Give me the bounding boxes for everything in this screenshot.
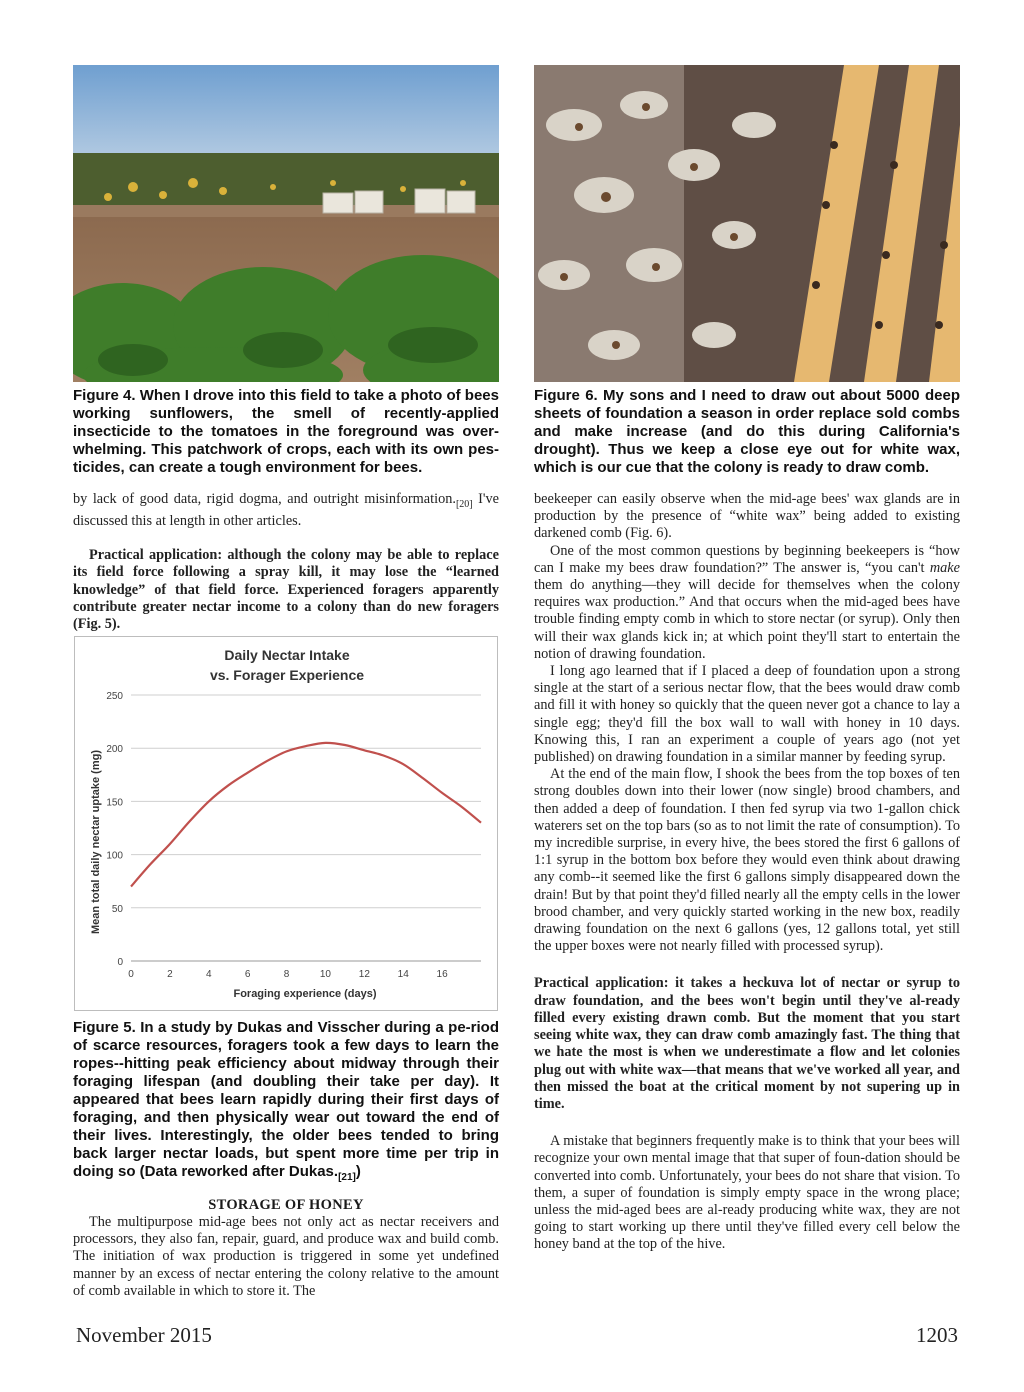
figure-4-caption: Figure 4. When I drove into this field to take a photo of bees working sunflowers, the smell of recently-applied insecticide to the tomatoes in the foreground was over-whelming. This patchwork of crops, each with its own pes-ticides, can create a tough environment for bees. — [73, 387, 499, 476]
figure-6-caption: Figure 6. My sons and I need to draw out about 5000 deep sheets of foundation a season in order replace sold combs and make increase (and do this during California's drought). Thus we keep a close eye out for white wax, which is our cue that the colony is ready to draw comb. — [534, 387, 960, 476]
right-paragraph-2-emphasis: make — [929, 559, 960, 576]
x-tick-label: 0 — [128, 969, 134, 980]
right-paragraph-5: A mistake that beginners frequently make is to think that your bees will recognize your own mental image that that super of foun-dation should be converted into comb. Unfortunately, your bees do not share that vision. To them, a super of foundation is simply empty space in the wrong place; unless the mid-aged bees are al-ready producing white wax, they are not going to start working up there until they've filled every cell below the honey band at the top of the hive. — [534, 1133, 960, 1253]
practical-application-2: Practical application: it takes a heckuva lot of nectar or syrup to draw foundation, and the bees won't begin until they've al-ready filled every existing drawn comb. But the moment that you start seeing white wax, they can draw comb amazingly fast. The thing that we hate the most is when we underestimate a flow and let colonies plug out with white wax—that means that we've worked all year, and then missed the boat at the critical moment by not supering up in time. — [534, 975, 960, 1112]
x-tick-label: 10 — [319, 969, 332, 980]
figure-5-chart — [74, 636, 498, 1011]
right-paragraph-2-start: One of the most common questions by beginning beekeepers is “how can I make my bees draw foundation?” The answer is, “you can't — [534, 542, 960, 576]
figure-4-photo — [73, 65, 499, 382]
nectar-intake-chart — [75, 637, 497, 1010]
field-photo-graphic — [73, 65, 499, 382]
chart-series-line — [131, 743, 481, 887]
right-paragraph-1: beekeeper can easily observe when the mid-age bees' wax glands are in production by the presence of “white wax” being added to existing darkened comb (Fig. 6). — [534, 491, 960, 542]
y-tick-label: 50 — [111, 903, 123, 915]
reference-21: [21] — [338, 1172, 356, 1183]
y-tick-label: 200 — [106, 744, 123, 756]
x-tick-label: 8 — [283, 969, 290, 980]
right-paragraph-4: At the end of the main flow, I shook the bees from the top boxes of ten strong doubles down into their lower (now single) brood chambers, and then added a deep of foundation. I then fed syrup via two 1-gallon chick waterers set on the top bars (so as to not limit the rate of consumption). To my incredible surprise, in every hive, the bees stored the first 6 gallons of 1:1 syrup in the bottom box before they would even think about drawing any comb--it seemed like the first 6 gallons simply disappeared down the drain! But by that point they'd filled nearly all the empty cells in the lower brood chamber, and very quickly started working in the new box, readily drawing foundation on the next 6 gallons (yes, 12 gallons total, yet still the upper boxes were not nearly filled with processed syrup). — [534, 766, 960, 955]
x-tick-label: 12 — [358, 969, 370, 980]
x-tick-label: 16 — [436, 969, 448, 980]
figure-5-caption-end: ) — [355, 1163, 361, 1180]
page-number: 1203 — [916, 1323, 958, 1347]
left-paragraph-1-text: by lack of good data, rigid dogma, and outright misinformation. — [73, 491, 456, 507]
y-tick-label: 250 — [106, 691, 123, 702]
figure-5-caption — [73, 1019, 499, 1187]
left-paragraph-1 — [73, 491, 499, 530]
y-tick-label: 100 — [106, 850, 123, 862]
chart-y-axis-label: Mean total daily nectar uptake (mg) — [90, 750, 102, 934]
x-tick-label: 4 — [205, 969, 212, 980]
left-paragraph-1-end: I've discussed this at length in other articles. — [73, 491, 500, 530]
y-tick-label: 150 — [106, 797, 123, 809]
figure-5-caption-text: Figure 5. In a study by Dukas and Visscher during a pe-riod of scarce resources, foragers took a few days to learn the ropes--hitting peak efficiency about midway through their foraging lifespan (and doubling their take per day). It appeared that bees learn rapidly during their first days of foraging, and then physically wear out toward the end of their lives. Interestingly, the older bees tended to bring back larger nectar loads, but spent more time per trip in doing so (Data reworked after Dukas. — [73, 1019, 499, 1180]
chart-tick-labels — [106, 691, 448, 980]
storage-of-honey-heading: STORAGE OF HONEY — [208, 1197, 364, 1213]
chart-subtitle: vs. Forager Experience — [209, 667, 365, 683]
chart-title: Daily Nectar Intake — [224, 647, 350, 663]
storage-paragraph: The multipurpose mid-age bees not only act as nectar receivers and processors, they also fan, repair, guard, and produce wax and build comb. The initiation of wax production is triggered in some yet undefined manner by an excess of nectar entering the colony relative to the amount of comb available in which to store it. The — [73, 1214, 499, 1299]
comb-photo-graphic — [534, 65, 960, 382]
y-tick-label: 0 — [117, 957, 123, 968]
right-paragraph-3: I long ago learned that if I placed a deep of foundation upon a strong single at the start of a serious nectar flow, that the bees would draw comb and fill it with honey so quickly that the queen never got a chance to lay a single egg; they'd fill the box wall to wall with honey in 10 days. Knowing this, I ran an experiment a couple of years ago (not yet published) on drawing foundation in a similar manner by feeding syrup. — [534, 663, 960, 766]
chart-x-axis-label: Foraging experience (days) — [233, 988, 377, 1000]
left-column-top — [73, 491, 499, 633]
right-paragraph-2 — [534, 543, 960, 663]
footer-date: November 2015 — [76, 1323, 212, 1347]
storage-section — [73, 1214, 499, 1300]
right-column-text — [534, 491, 960, 1254]
x-tick-label: 6 — [244, 969, 251, 980]
x-tick-label: 14 — [397, 969, 409, 980]
figure-6-photo — [534, 65, 960, 382]
x-tick-label: 2 — [167, 969, 173, 980]
reference-20: [20] — [455, 498, 473, 510]
right-paragraph-2-rest: them do anything—they will decide for themselves when the colony requires wax production.” And that occurs when the mid-aged bees have trouble finding empty comb in which to store nectar (or syrup). Only then will their wax glands kick in; at which point they'll start to entertain the notion of drawing foundation. — [534, 577, 960, 662]
practical-application-1: Practical application: although the colony may be able to replace its field force following a spray kill, it may lose the “learned knowledge” of that field force. Experienced foragers apparently contribute greater nectar income to a colony than do new foragers (Fig. 5). — [73, 547, 499, 633]
